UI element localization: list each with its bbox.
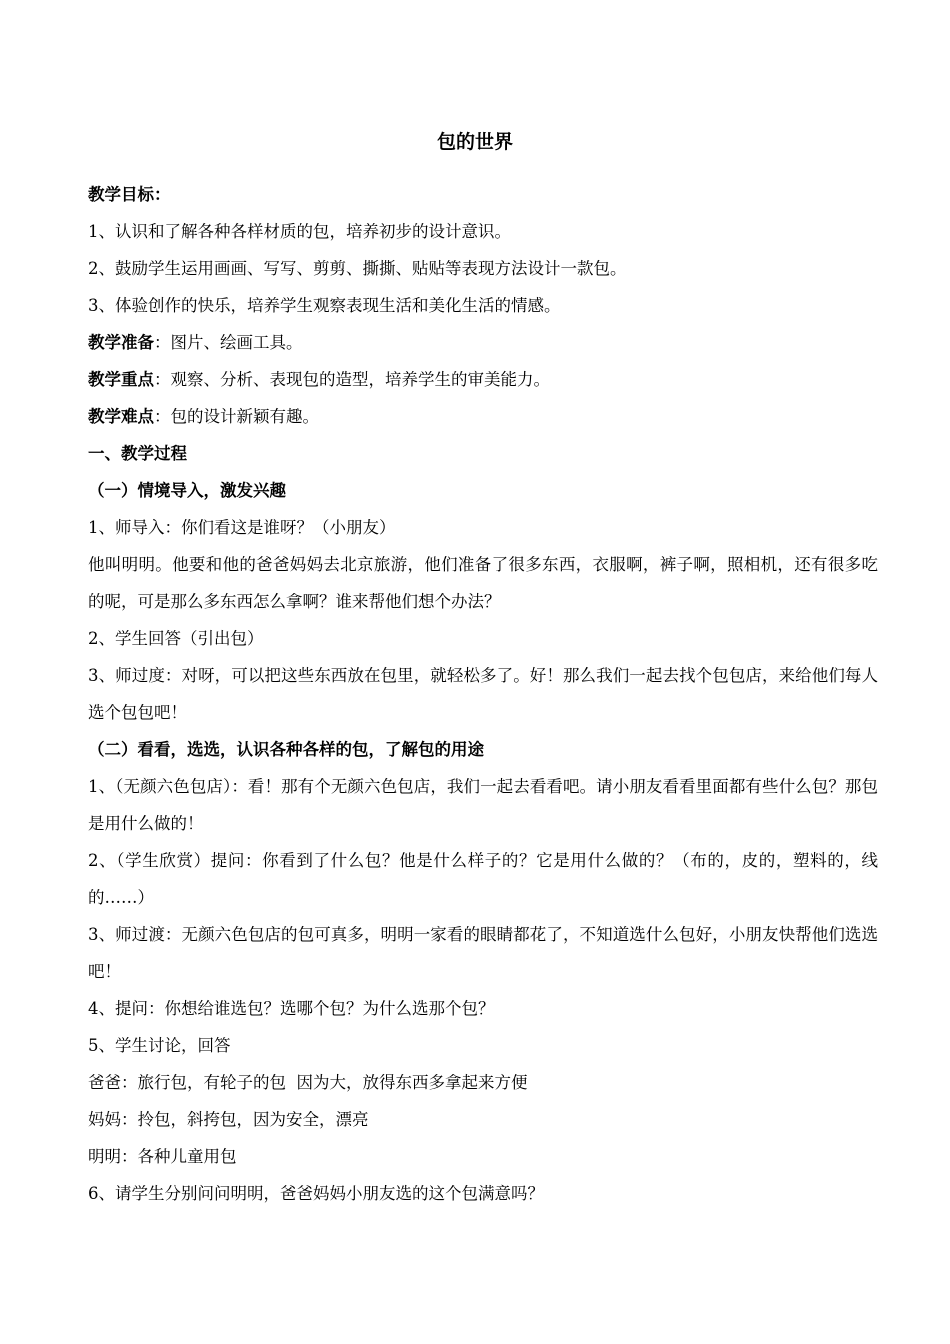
- section2-paragraph-5: 5、学生讨论，回答: [88, 1036, 231, 1055]
- section1-paragraph-2: 他叫明明。他要和他的爸爸妈妈去北京旅游，他们准备了很多东西，衣服啊，裤子啊，照相机，还有很多吃的呢，可是那么多东西怎么拿啊？谁来帮他们想个办法？: [88, 555, 878, 611]
- document-body: [88, 176, 878, 1212]
- preparation-line: [88, 324, 878, 361]
- preparation-text: ：图片、绘画工具。: [154, 333, 303, 352]
- section1-paragraph-4: 3、师过度：对呀，可以把这些东西放在包里，就轻松多了。好！那么我们一起去找个包包店，来给他们每人选个包包吧！: [88, 666, 878, 722]
- process-heading: 一、教学过程: [88, 444, 187, 463]
- difficulty-text: ：包的设计新颖有趣。: [154, 407, 319, 426]
- key-point-text: ：观察、分析、表现包的造型，培养学生的审美能力。: [154, 370, 550, 389]
- difficulty-label: 教学难点: [88, 407, 154, 426]
- section1-paragraph-3: 2、学生回答（引出包）: [88, 629, 264, 648]
- section2-paragraph-6: 爸爸：旅行包，有轮子的包 因为大，放得东西多拿起来方便: [88, 1073, 528, 1092]
- section2-paragraph-3: 3、师过渡：无颜六色包店的包可真多，明明一家看的眼睛都花了，不知道选什么包好，小朋友快帮他们选选吧！: [88, 925, 878, 981]
- section2-paragraph-7: 妈妈：拎包，斜挎包，因为安全，漂亮: [88, 1110, 369, 1129]
- objective-item-3: 3、体验创作的快乐，培养学生观察表现生活和美化生活的情感。: [88, 296, 561, 315]
- section2-paragraph-9: 6、请学生分别问问明明，爸爸妈妈小朋友选的这个包满意吗？: [88, 1184, 544, 1203]
- key-point-label: 教学重点: [88, 370, 154, 389]
- section2-paragraph-2: 2、（学生欣赏）提问：你看到了什么包？他是什么样子的？它是用什么做的？（布的，皮的，塑料的，线的……）: [88, 851, 878, 907]
- section2-paragraph-4: 4、提问：你想给谁选包？选哪个包？为什么选那个包？: [88, 999, 495, 1018]
- page-title: 包的世界: [436, 131, 513, 153]
- objective-item-1: 1、认识和了解各种各样材质的包，培养初步的设计意识。: [88, 222, 511, 241]
- section2-heading: （二）看看，选选，认识各种各样的包，了解包的用途: [88, 740, 484, 759]
- section1-paragraph-1: 1、师导入：你们看这是谁呀？（小朋友）: [88, 518, 396, 537]
- section2-paragraph-1: 1、（无颜六色包店）：看！那有个无颜六色包店，我们一起去看看吧。请小朋友看看里面都有些什么包？那包是用什么做的！: [88, 777, 878, 833]
- key-point-line: [88, 361, 878, 398]
- preparation-label: 教学准备: [88, 333, 154, 352]
- section1-heading: （一）情境导入，激发兴趣: [88, 481, 286, 500]
- objective-item-2: 2、鼓励学生运用画画、写写、剪剪、撕撕、贴贴等表现方法设计一款包。: [88, 259, 627, 278]
- difficulty-line: [88, 398, 878, 435]
- section2-paragraph-8: 明明：各种儿童用包: [88, 1147, 237, 1166]
- objectives-heading: 教学目标：: [88, 185, 171, 204]
